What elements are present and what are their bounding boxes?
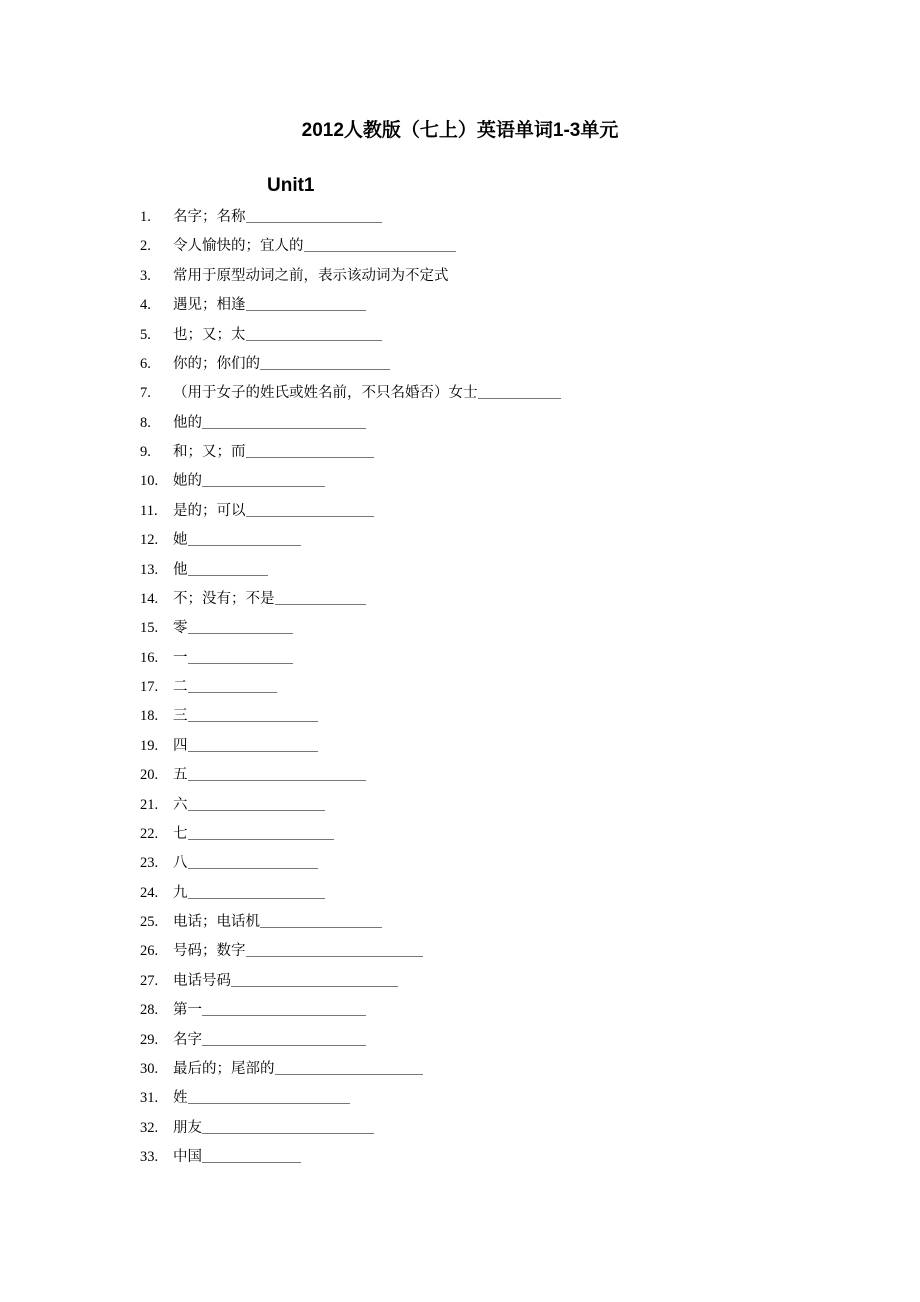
list-item bbox=[140, 823, 561, 852]
item-number: 12. bbox=[140, 532, 159, 549]
item-text: 不；没有；不是 bbox=[173, 590, 275, 607]
answer-blank[interactable] bbox=[231, 970, 398, 987]
list-item bbox=[140, 382, 561, 411]
list-item bbox=[140, 500, 561, 529]
list-item bbox=[140, 559, 561, 588]
answer-blank[interactable] bbox=[202, 1146, 301, 1163]
answer-blank[interactable] bbox=[246, 441, 375, 458]
list-item bbox=[140, 940, 561, 969]
item-number: 15. bbox=[140, 620, 159, 637]
item-text: 二 bbox=[173, 679, 188, 695]
item-text: 第一 bbox=[173, 1002, 202, 1019]
list-item bbox=[140, 441, 561, 470]
item-number: 13. bbox=[140, 561, 159, 578]
item-number: 11. bbox=[140, 502, 158, 519]
list-item bbox=[140, 970, 561, 999]
list-item bbox=[140, 794, 561, 823]
list-item bbox=[140, 705, 561, 734]
answer-blank[interactable] bbox=[246, 294, 367, 311]
item-text: 名字 bbox=[173, 1031, 202, 1048]
item-number: 27. bbox=[140, 972, 159, 989]
answer-blank[interactable] bbox=[188, 559, 269, 576]
item-text: 八 bbox=[173, 855, 188, 872]
item-text: 三 bbox=[173, 708, 188, 725]
list-item bbox=[140, 1029, 561, 1058]
item-number: 26. bbox=[140, 943, 159, 960]
list-item bbox=[140, 353, 561, 382]
item-text: 和；又；而 bbox=[173, 444, 246, 460]
list-item bbox=[140, 676, 561, 705]
answer-blank[interactable] bbox=[188, 1087, 351, 1104]
item-text: 五 bbox=[173, 767, 188, 784]
item-number: 18. bbox=[140, 708, 159, 725]
answer-blank[interactable] bbox=[202, 999, 366, 1016]
list-item bbox=[140, 206, 561, 235]
item-number: 24. bbox=[140, 884, 159, 901]
answer-blank[interactable] bbox=[188, 735, 319, 752]
list-item bbox=[140, 999, 561, 1028]
answer-blank[interactable] bbox=[275, 1058, 424, 1075]
list-item bbox=[140, 647, 561, 676]
item-number: 32. bbox=[140, 1119, 159, 1136]
answer-blank[interactable] bbox=[246, 324, 383, 341]
item-text: 最后的；尾部的 bbox=[173, 1060, 275, 1077]
item-number: 20. bbox=[140, 767, 159, 784]
item-number: 31. bbox=[140, 1090, 159, 1107]
item-text: 你的；你们的 bbox=[173, 355, 260, 372]
unit-heading: Unit1 bbox=[267, 175, 315, 196]
item-number: 8. bbox=[140, 414, 151, 431]
item-number: 14. bbox=[140, 590, 159, 607]
item-number: 17. bbox=[140, 679, 159, 695]
item-text: （用于女子的姓氏或姓名前，不只名婚否）女士 bbox=[173, 385, 478, 402]
answer-blank[interactable] bbox=[188, 852, 319, 869]
item-number: 28. bbox=[140, 1002, 159, 1019]
document-title: 2012人教版（七上）英语单词1-3单元 bbox=[301, 120, 619, 141]
item-text: 九 bbox=[173, 884, 188, 901]
item-text: 她 bbox=[173, 532, 188, 549]
item-text: 四 bbox=[173, 737, 188, 754]
item-text: 常用于原型动词之前，表示该动词为不定式 bbox=[173, 267, 449, 284]
item-text: 姓 bbox=[173, 1090, 188, 1107]
item-text: 他的 bbox=[173, 414, 202, 431]
list-item bbox=[140, 1058, 561, 1087]
item-number: 2. bbox=[140, 238, 151, 255]
list-item bbox=[140, 1146, 561, 1175]
answer-blank[interactable] bbox=[304, 235, 457, 252]
item-number: 22. bbox=[140, 825, 159, 842]
item-number: 3. bbox=[140, 267, 151, 284]
list-item bbox=[140, 470, 561, 499]
list-item bbox=[140, 735, 561, 764]
item-text: 电话；电话机 bbox=[173, 914, 260, 930]
answer-blank[interactable] bbox=[246, 500, 375, 517]
answer-blank[interactable] bbox=[188, 764, 367, 781]
item-number: 33. bbox=[140, 1149, 159, 1165]
item-number: 4. bbox=[140, 297, 151, 314]
item-text: 电话号码 bbox=[173, 972, 231, 989]
item-text: 一 bbox=[173, 649, 188, 666]
item-text: 她的 bbox=[173, 473, 202, 490]
item-text: 遇见；相逢 bbox=[173, 297, 246, 314]
list-item bbox=[140, 412, 561, 441]
list-item bbox=[140, 529, 561, 558]
item-text: 七 bbox=[173, 825, 188, 842]
answer-blank[interactable] bbox=[188, 794, 326, 811]
item-number: 23. bbox=[140, 855, 159, 872]
answer-blank[interactable] bbox=[188, 529, 302, 546]
item-number: 21. bbox=[140, 796, 159, 813]
answer-blank[interactable] bbox=[202, 412, 366, 429]
answer-blank[interactable] bbox=[188, 676, 278, 693]
answer-blank[interactable] bbox=[202, 1117, 374, 1134]
item-text: 朋友 bbox=[173, 1119, 202, 1136]
answer-blank[interactable] bbox=[260, 353, 390, 370]
list-item bbox=[140, 617, 561, 646]
answer-blank[interactable] bbox=[202, 1029, 366, 1046]
answer-blank[interactable] bbox=[275, 588, 367, 605]
item-text: 六 bbox=[173, 796, 188, 813]
item-text: 名字；名称 bbox=[173, 209, 246, 225]
item-text: 中国 bbox=[173, 1149, 202, 1165]
list-item bbox=[140, 882, 561, 911]
list-item bbox=[140, 1087, 561, 1116]
item-number: 5. bbox=[140, 326, 151, 343]
item-text: 号码；数字 bbox=[173, 943, 246, 960]
item-text: 也；又；太 bbox=[173, 326, 246, 343]
list-item bbox=[140, 235, 561, 264]
item-number: 1. bbox=[140, 209, 151, 225]
item-number: 29. bbox=[140, 1031, 159, 1048]
answer-blank[interactable] bbox=[202, 470, 325, 487]
item-text: 零 bbox=[173, 620, 188, 637]
answer-blank[interactable] bbox=[188, 882, 326, 899]
item-text: 令人愉快的；宜人的 bbox=[173, 238, 304, 255]
item-number: 6. bbox=[140, 355, 151, 372]
list-item bbox=[140, 324, 561, 353]
item-number: 7. bbox=[140, 385, 151, 402]
item-text: 是的；可以 bbox=[173, 502, 246, 519]
answer-blank[interactable] bbox=[246, 206, 383, 223]
item-number: 19. bbox=[140, 737, 159, 754]
answer-blank[interactable] bbox=[246, 940, 424, 957]
list-item bbox=[140, 764, 561, 793]
vocabulary-list bbox=[140, 206, 561, 1175]
answer-blank[interactable] bbox=[478, 382, 562, 399]
answer-blank[interactable] bbox=[260, 911, 382, 928]
item-number: 10. bbox=[140, 473, 159, 490]
list-item bbox=[140, 265, 561, 294]
answer-blank[interactable] bbox=[188, 705, 319, 722]
item-text: 他 bbox=[173, 561, 188, 578]
answer-blank[interactable] bbox=[188, 647, 294, 664]
item-number: 16. bbox=[140, 649, 159, 666]
item-number: 9. bbox=[140, 444, 151, 460]
list-item bbox=[140, 294, 561, 323]
item-number: 25. bbox=[140, 914, 159, 930]
answer-blank[interactable] bbox=[188, 823, 335, 840]
list-item bbox=[140, 1117, 561, 1146]
item-number: 30. bbox=[140, 1060, 159, 1077]
list-item bbox=[140, 911, 561, 940]
list-item bbox=[140, 852, 561, 881]
list-item bbox=[140, 588, 561, 617]
answer-blank[interactable] bbox=[188, 617, 294, 634]
